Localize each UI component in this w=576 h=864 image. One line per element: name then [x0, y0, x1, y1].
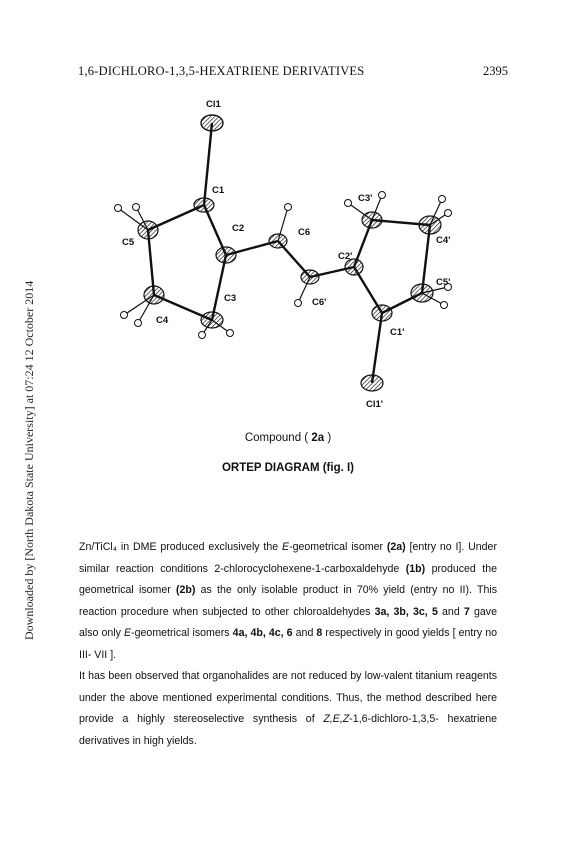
label-cl1: Cl1 — [206, 99, 221, 110]
p1-segment: (2b) — [176, 584, 196, 596]
compound-caption-id: 2a — [311, 432, 325, 444]
atom-c1p — [372, 305, 392, 321]
body-text — [79, 537, 497, 752]
atom-cl1p — [361, 375, 383, 391]
label-c1: C1 — [212, 185, 225, 196]
ortep-diagram-svg — [100, 95, 480, 425]
running-header — [78, 64, 508, 80]
atom-c2 — [216, 247, 236, 263]
atom-c5p — [411, 284, 433, 302]
label-c5p: C5' — [436, 277, 451, 288]
atom-c1 — [194, 198, 214, 212]
p1-segment: [entry no I]. Under similar reaction conditions 2-chlorocyclohexene-1-carboxaldehyde — [79, 541, 497, 575]
atom-c5 — [138, 221, 158, 239]
p1-segment: -geometrical isomer — [289, 541, 387, 553]
p1-segment: (1b) — [405, 562, 426, 575]
atom-c6 — [269, 234, 287, 248]
label-c3: C3 — [224, 293, 237, 304]
p2-segment: It has been observed that organohalides are not reduced by low-valent titanium reagents under the above mentioned experimental conditions. Thus, the method described here provide a highly stereoselective synthesis of — [79, 670, 497, 725]
label-c5: C5 — [122, 237, 135, 248]
label-cl1p: Cl1' — [366, 399, 384, 410]
p1-segment: and — [437, 605, 464, 618]
p1-segment: E — [124, 627, 132, 639]
paragraph-1 — [79, 537, 497, 666]
ortep-caption: ORTEP DIAGRAM (fig. I) — [221, 462, 355, 474]
page-number: 2395 — [483, 64, 508, 78]
atom-c3p — [362, 212, 382, 228]
bonds — [148, 123, 430, 383]
label-c6: C6 — [298, 227, 311, 238]
p1-segment: E — [282, 541, 290, 553]
p2-segment: -1,6-dichloro-1,3,5- hexatriene derivatives in high yields. — [79, 713, 497, 747]
hydrogen-bonds — [118, 195, 451, 335]
p1-segment: 4a, 4b, 4c, 6 — [232, 627, 293, 639]
label-c2p: C2' — [338, 251, 353, 262]
p1-segment: 7 — [463, 605, 470, 618]
running-header-title: 1,6-DICHLORO-1,3,5-HEXATRIENE DERIVATIVES — [78, 64, 365, 78]
label-c6p: C6' — [312, 297, 327, 308]
p1-segment: gave also only — [79, 605, 497, 639]
atom-c6p — [301, 270, 319, 284]
label-c4p: C4' — [436, 235, 451, 246]
p1-segment: (2a) — [386, 541, 406, 553]
atom-c3 — [201, 312, 223, 328]
download-watermark: Downloaded by [North Dakota State University] at 07:24 12 October 2014 — [22, 280, 36, 640]
p1-segment: produced the geometrical isomer — [79, 562, 497, 596]
compound-caption-suffix: ) — [324, 432, 332, 444]
label-c2: C2 — [232, 223, 245, 234]
label-c1p: C1' — [390, 327, 405, 338]
label-c4: C4 — [156, 315, 169, 326]
atom-c4p — [419, 216, 441, 234]
p1-segment: 8 — [316, 627, 323, 639]
compound-caption-prefix: Compound ( — [244, 432, 312, 444]
paragraph-2 — [79, 666, 497, 752]
p1-segment: respectively in good yields [ entry no III- VII ]. — [79, 627, 498, 661]
p1-segment: Zn/TiCl₄ in DME produced exclusively the — [79, 541, 282, 553]
p2-segment: Z,E,Z — [323, 713, 350, 725]
p1-segment: -geometrical isomers — [131, 627, 233, 639]
p1-segment: 3a, 3b, 3c, 5 — [374, 605, 438, 618]
atom-cl1 — [201, 115, 223, 131]
atom-c4 — [144, 286, 164, 304]
ortep-diagram — [100, 95, 480, 425]
compound-caption — [0, 432, 576, 444]
p1-segment: as the only isolable product in 70% yield (entry no II). This reaction procedure when subjected to other chloroaldehydes — [79, 584, 497, 618]
p1-segment: and — [292, 627, 317, 639]
label-c3p: C3' — [358, 193, 373, 204]
